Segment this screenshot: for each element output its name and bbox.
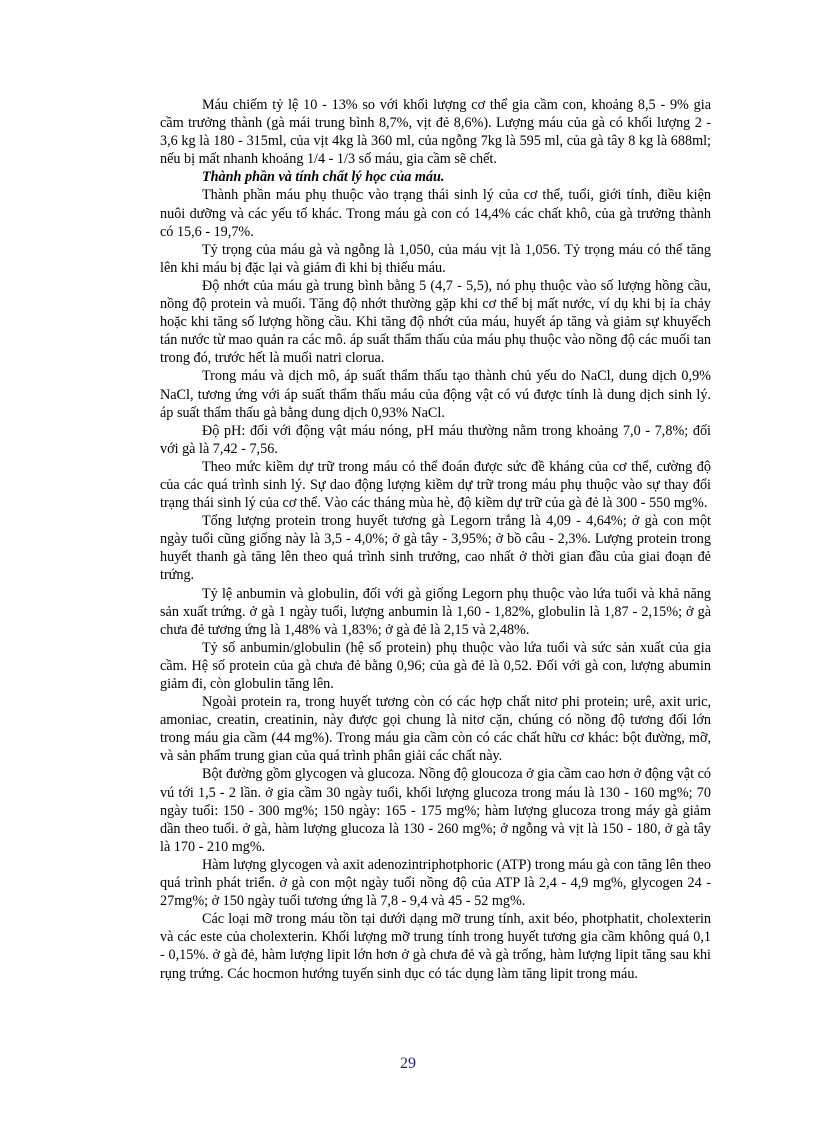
paragraph-ph: Độ pH: đối với động vật máu nóng, pH máu thường nằm trong khoảng 7,0 - 7,8%; đối với gà là 7,42 - 7,56.: [160, 422, 711, 457]
paragraph-viscosity: Độ nhớt của máu gà trung bình bằng 5 (4,7 - 5,5), nó phụ thuộc vào số lượng hồng cầu, nồng độ protein và muối. Tăng độ nhớt thường gặp khi cơ thể bị mất nước, ví dụ khi bị ỉa chảy hoặc khi tăng số lượng hồng cầu. Khi tăng độ nhớt của máu, huyết áp tăng và giảm sự khuyếch tán nước từ mao quản ra các mô. áp suất thẩm thấu của máu phụ thuộc vào nồng độ các muối tan trong đó, trước hết là muối natri clorua.: [160, 277, 711, 367]
document-body: [160, 96, 711, 983]
paragraph-alkaline-reserve: Theo mức kiềm dự trữ trong máu có thể đoán được sức đề kháng của cơ thể, cường độ của các quá trình sinh lý. Sự dao động lượng kiềm dự trữ trong máu phụ thuộc vào sự thay đổi trạng thái sinh lý của cơ thể. Vào các tháng mùa hè, độ kiềm dự trữ của gà đẻ là 300 - 550 mg%.: [160, 458, 711, 512]
paragraph-glucose: Bột đường gồm glycogen và glucoza. Nồng độ gloucoza ở gia cầm cao hơn ở động vật có vú tới 1,5 - 2 lần. ở gia cầm 30 ngày tuổi, khối lượng glucoza trong máu là 130 - 160 mg%; 70 ngày tuổi: 150 - 300 mg%; 150 ngày: 165 - 175 mg%; hàm lượng glucoza trong máy gà giảm dần theo tuổi. ở gà, hàm lượng glucoza là 130 - 260 mg%; ở ngỗng và vịt là 150 - 180, ở gà tây là 170 - 210 mg%.: [160, 766, 711, 855]
paragraph-total-protein: Tổng lượng protein trong huyết tương gà Legorn trắng là 4,09 - 4,64%; ở gà con một ngày tuổi cũng giống này là 3,5 - 4,0%; ở gà tây - 3,95%; ở bồ câu - 2,3%. Lượng protein trong huyết thanh gà tăng lên theo quá trình sinh trưởng, cao nhất ở thời gian đầu của giai đoạn đẻ trứng.: [160, 513, 711, 584]
paragraph-non-protein-nitrogen: Ngoài protein ra, trong huyết tương còn có các hợp chất nitơ phi protein; urê, axit uric, amoniac, creatin, creatinin, này được gọi chung là nitơ cặn, chúng có nồng độ tương đối lớn trong máu gia cầm (44 mg%). Trong máu gia cầm còn có các chất hữu cơ khác: bột đường, mỡ, và sản phẩm trung gian của quá trình phân giải các chất này.: [160, 694, 711, 765]
paragraph-osmotic-pressure: Trong máu và dịch mô, áp suất thẩm thấu tạo thành chủ yếu do NaCl, dung dịch 0,9% NaCl, tương ứng với áp suất thẩm thấu máu của động vật có vú được tính là dung dịch sinh lý. áp suất thẩm thấu gà bằng dung dịch 0,93% NaCl.: [160, 368, 711, 421]
paragraph-blood-volume: Máu chiếm tỷ lệ 10 - 13% so với khối lượng cơ thể gia cầm con, khoảng 8,5 - 9% gia cầm trưởng thành (gà mái trung bình 8,7%, vịt đẻ 8,6%). Lượng máu của gà có khối lượng 2 - 3,6 kg là 180 - 315ml, của vịt 4kg là 360 ml, của ngỗng 7kg là 595 ml, của gà tây 8 kg là 688ml; nếu bị mất nhanh khoảng 1/4 - 1/3 số máu, gia cầm sẽ chết.: [160, 97, 711, 168]
paragraph-glycogen-atp: Hàm lượng glycogen và axit adenozintriphotphoric (ATP) trong máu gà con tăng lên theo quá trình phát triển. ở gà con một ngày tuổi nồng độ của ATP là 2,4 - 4,9 mg%, glycogen 24 - 27mg%; ở 150 ngày tuổi tương ứng là 7,8 - 9,4 và 45 - 52 mg%.: [160, 856, 711, 910]
paragraph-albumin-globulin: Tỷ lệ anbumin và globulin, đối với gà giống Legorn phụ thuộc vào lứa tuổi và khả năng sản xuất trứng. ở gà 1 ngày tuổi, lượng anbumin là 1,60 - 1,82%, globulin là 1,87 - 2,15%; ở gà chưa đẻ tương ứng là 1,48% và 1,83%; ở gà đẻ là 2,15 và 2,48%.: [160, 585, 711, 638]
paragraph-lipids: Các loại mỡ trong máu tồn tại dưới dạng mỡ trung tính, axit béo, photphatit, cholexterin và các este của cholexterin. Khối lượng mỡ trung tính trong huyết tương gia cầm không quá 0,1 - 0,15%. ở gà đẻ, hàm lượng lipit lớn hơn ở gà chưa đẻ và gà trống, hàm lượng lipit tăng sau khi rụng trứng. Các hocmon hướng tuyến sinh dục có tác dụng làm tăng lipit trong máu.: [160, 911, 711, 982]
page-number: 29: [400, 1055, 416, 1072]
section-heading: Thành phần và tính chất lý học của máu.: [202, 169, 445, 186]
paragraph-density: Tỷ trọng của máu gà và ngỗng là 1,050, của máu vịt là 1,056. Tỷ trọng máu có thể tăng lên khi máu bị đặc lại và giảm đi khi bị thiếu máu.: [160, 241, 711, 276]
paragraph-protein-ratio: Tỷ số anbumin/globulin (hệ số protein) phụ thuộc vào lứa tuổi và sức sản xuất của gia cầm. Hệ số protein của gà chưa đẻ bằng 0,96; của gà đẻ là 0,52. Đối với gà con, lượng abumin giảm đi, còn globulin tăng lên.: [160, 639, 711, 692]
paragraph-composition: Thành phần máu phụ thuộc vào trạng thái sinh lý của cơ thể, tuổi, giới tính, điều kiện nuôi dưỡng và các yếu tố khác. Trong máu gà con có 14,4% các chất khô, của gà trưởng thành có 15,6 - 19,7%.: [160, 187, 711, 240]
